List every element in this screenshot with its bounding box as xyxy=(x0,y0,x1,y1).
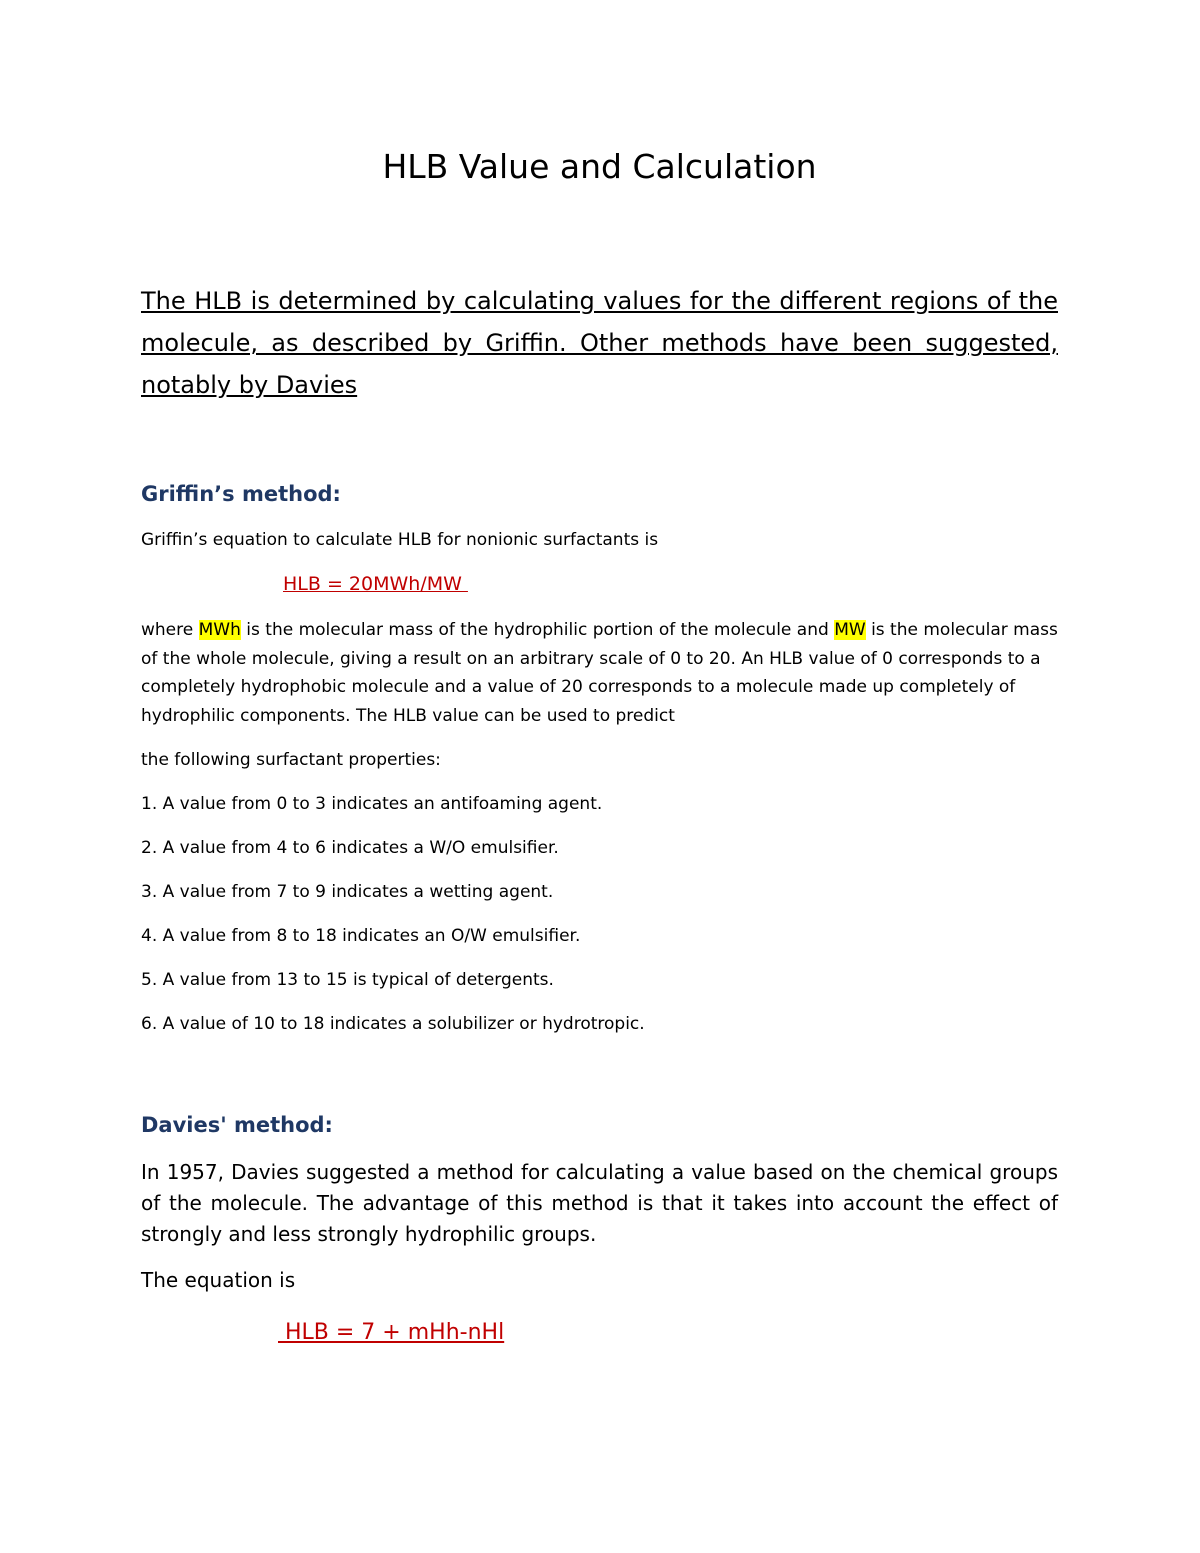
mw-highlight: MW xyxy=(834,620,866,640)
document-page xyxy=(141,0,1058,1553)
davies-equation: HLB = 7 + mHh-nHl xyxy=(278,1320,505,1345)
list-item: 1. A value from 0 to 3 indicates an antifoaming agent. xyxy=(141,794,603,814)
list-item: 2. A value from 4 to 6 indicates a W/O emulsifier. xyxy=(141,838,559,858)
griffin-description xyxy=(141,616,1058,730)
document-title: HLB Value and Calculation xyxy=(382,147,817,186)
griffin-equation: HLB = 20MWh/MW xyxy=(283,573,468,595)
desc-text-2: is the molecular mass of the hydrophilic portion of the molecule and xyxy=(240,620,835,640)
griffin-lead: Griffin’s equation to calculate HLB for nonionic surfactants is xyxy=(141,530,659,550)
mwh-highlight: MWh xyxy=(198,620,241,640)
griffin-heading: Griffin’s method: xyxy=(141,482,341,506)
list-item: 3. A value from 7 to 9 indicates a wetting agent. xyxy=(141,882,554,902)
davies-heading: Davies' method: xyxy=(141,1113,333,1137)
davies-description: In 1957, Davies suggested a method for calculating a value based on the chemical groups of the molecule. The advantage of this method is that it takes into account the effect of strongly and less strongly hydrophilic groups. xyxy=(141,1160,1058,1246)
davies-lead: The equation is xyxy=(141,1268,296,1292)
list-item: 5. A value from 13 to 15 is typical of detergents. xyxy=(141,970,554,990)
intro-paragraph: The HLB is determined by calculating values for the different regions of the molecule, as described by Griffin. Other methods have been suggested, notably by Davies xyxy=(141,287,1058,399)
following-text: the following surfactant properties: xyxy=(141,750,441,770)
list-item: 6. A value of 10 to 18 indicates a solubilizer or hydrotropic. xyxy=(141,1014,645,1034)
desc-text-1: where xyxy=(141,620,199,640)
list-item: 4. A value from 8 to 18 indicates an O/W emulsifier. xyxy=(141,926,581,946)
desc-text-3: is the molecular mass of the whole molecule, giving a result on an arbitrary scale of 0 to 20. An HLB value of 0 corresponds to a completely hydrophobic molecule and a value of 20 corresponds to a molecule made up completely of hydrophilic components. The HLB value can be used to predict xyxy=(141,620,1058,726)
